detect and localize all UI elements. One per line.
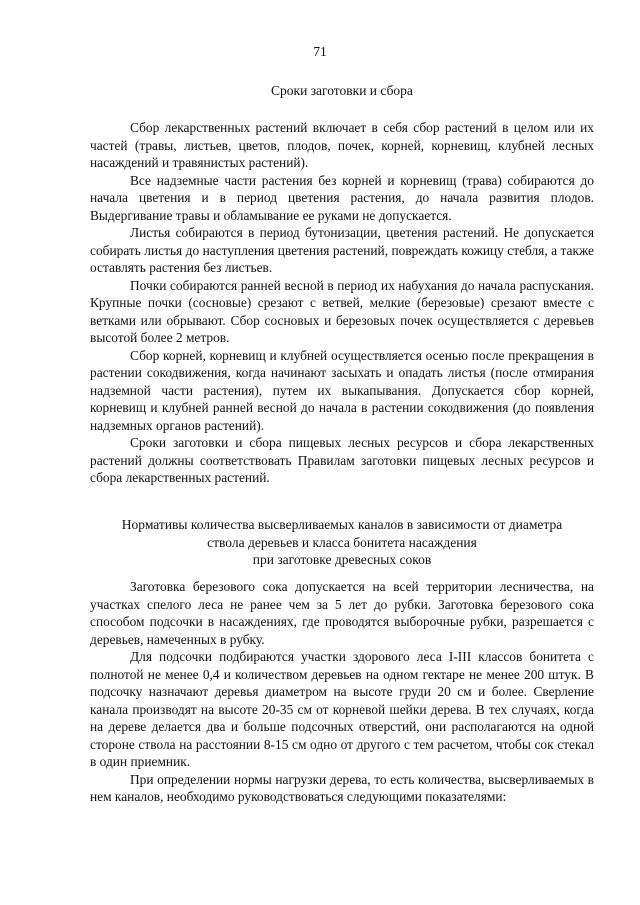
paragraph: При определении нормы нагрузки дерева, то есть количества, высверливаемых в нем каналов, необходимо руководствоваться следующими показателями: [90,771,594,804]
paragraph: Заготовка березового сока допускается на всей территории лесничества, на участках спелого леса не ранее чем за 5 лет до рубки. Заготовка березового сока способом подсочки в насаждениях, где проводятся выборочные рубки, разрешается с деревьев, намеченных в рубку. [90,579,594,647]
paragraph: Почки собираются ранней весной в период их набухания до начала распускания. Крупные почки (сосновые) срезают с ветвей, мелкие (березовые) срезают вместе с ветками или обрывают. Сбор сосновых и березовых почек осуществляется с деревьев высотой более 2 метров. [90,277,594,345]
paragraph: Сроки заготовки и сбора пищевых лесных ресурсов и сбора лекарственных растений должны соответствовать Правилам заготовки пищевых лесных ресурсов и сбора лекарственных растений. [90,435,594,485]
section-title-line: при заготовке древесных соков [252,552,432,568]
paragraph: Все надземные части растения без корней и корневищ (трава) собираются до начала цветения и в период цветения растения, до начала развития плодов. Выдергивание травы и обламывание ее руками не допускается. [90,172,594,223]
section-title-line: ствола деревьев и класса бонитета насаждения [207,534,477,550]
section-title-harvest-periods: Сроки заготовки и сбора [271,83,413,98]
section-body-harvest-periods [90,119,594,487]
paragraph: Листья собираются в период бутонизации, цветения растений. Не допускается собирать листья до наступления цветения растений, повреждать кожицу стебля, а также оставлять растения без листьев. [90,225,594,275]
section-body-sap-norms [90,578,594,806]
paragraph: Сбор корней, корневищ и клубней осуществляется осенью после прекращения в растении сокодвижения, когда начинают засыхать и опадать листья (после отмирания надземной части растения), путем их выкапывания. Допускается сбор корней, корневищ и клубней ранней весной до начала в растении сокодвижения (до появления надземных органов растений). [90,347,594,433]
paragraph: Сбор лекарственных растений включает в себя сбор растений в целом или их частей (травы, листьев, цветов, плодов, почек, корней, корневищ, клубней лесных насаждений и травянистых растений). [90,120,594,170]
paragraph: Для подсочки подбираются участки здорового леса I-III классов бонитета с полнотой не менее 0,4 и количеством деревьев на одном гектаре не менее 200 штук. В подсочку назначают деревья диаметром на высоте груди 20 см и более. Сверление канала производят на высоте 20-35 см от корневой шейки дерева. В тех случаях, когда на дереве делается два и больше подсочных отверстий, они располагаются на одной стороне ствола на расстоянии 8-15 см одно от другого с тем расчетом, чтобы сок стекал в один приемник. [90,649,594,769]
section-title-sap-norms [88,516,596,569]
page-number: 71 [313,44,327,59]
section-title-line: Нормативы количества высверливаемых каналов в зависимости от диаметра [121,517,563,532]
